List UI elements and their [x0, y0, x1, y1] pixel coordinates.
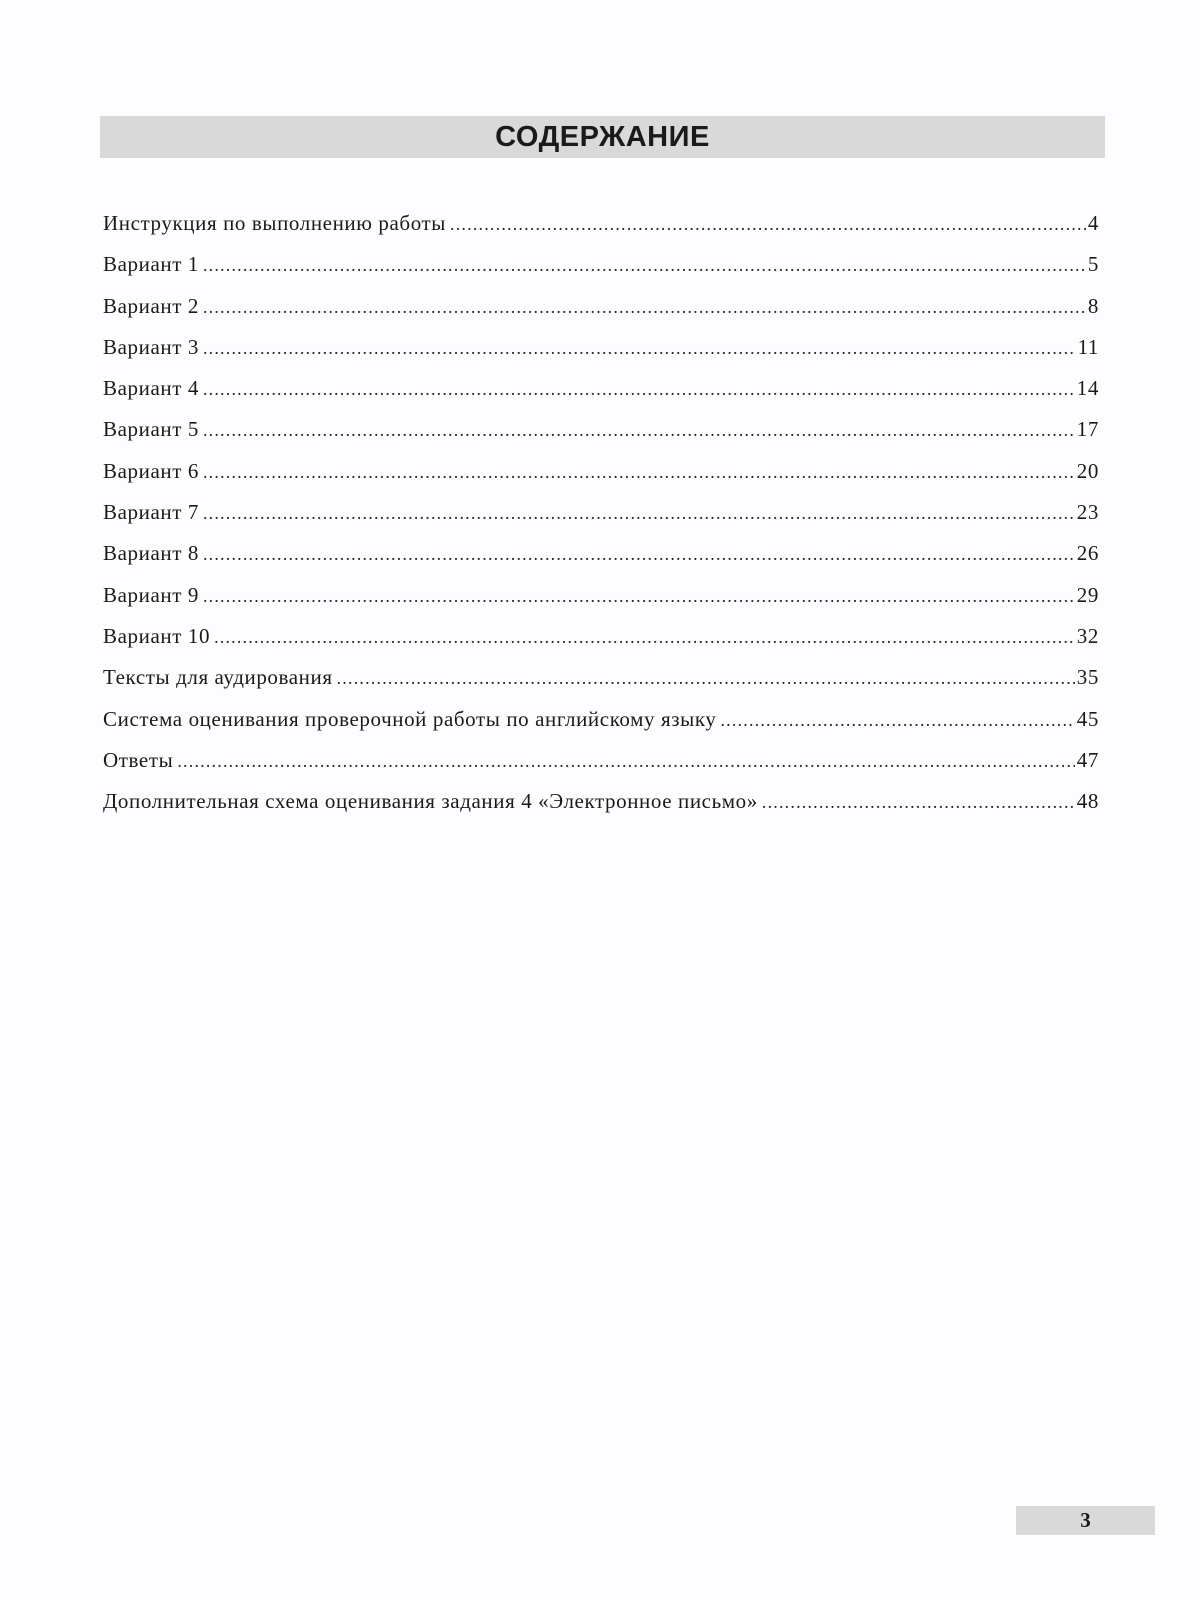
dot-leader: [450, 214, 1086, 235]
dot-leader: [720, 710, 1074, 731]
toc-entry[interactable]: [103, 748, 1099, 789]
toc-entry-label: Вариант 9: [103, 582, 199, 607]
toc-entry[interactable]: [103, 707, 1099, 748]
toc-entry-page: 29: [1076, 582, 1099, 607]
toc-entry-label: Тексты для аудирования: [103, 665, 333, 690]
toc-entry[interactable]: [103, 417, 1099, 458]
toc-entry-label: Вариант 8: [103, 541, 199, 566]
dot-leader: [762, 792, 1075, 813]
toc-entry-label: Инструкция по выполнению работы: [103, 211, 447, 235]
toc-entry-label: Система оценивания проверочной работы по английскому языку: [103, 706, 717, 731]
toc-entry-page: 26: [1076, 541, 1099, 566]
toc-entry[interactable]: [103, 583, 1099, 624]
toc-entry-label: Дополнительная схема оценивания задания 4 «Электронное письмо»: [103, 789, 758, 814]
toc-entry[interactable]: [103, 541, 1099, 582]
toc-entry-page: 45: [1076, 706, 1099, 731]
toc-entry[interactable]: [103, 252, 1099, 293]
toc-entry-page: 5: [1087, 252, 1099, 277]
dot-leader: [177, 751, 1074, 772]
table-of-contents: [103, 211, 1099, 830]
page-number: 3: [1080, 1508, 1091, 1532]
toc-entry-page: 4: [1087, 211, 1099, 235]
dot-leader: [203, 586, 1075, 607]
dot-leader: [203, 544, 1075, 565]
dot-leader: [203, 338, 1076, 359]
toc-entry[interactable]: [103, 500, 1099, 541]
dot-leader: [203, 379, 1075, 400]
toc-entry-page: 14: [1076, 376, 1099, 401]
toc-entry-label: Вариант 10: [103, 623, 211, 648]
toc-entry-label: Вариант 6: [103, 458, 199, 483]
toc-entry[interactable]: [103, 624, 1099, 665]
toc-entry[interactable]: [103, 211, 1099, 252]
toc-entry-label: Вариант 1: [103, 252, 199, 277]
dot-leader: [337, 668, 1075, 689]
toc-entry[interactable]: [103, 789, 1099, 830]
toc-entry-page: 48: [1076, 789, 1099, 814]
dot-leader: [203, 420, 1075, 441]
toc-entry-page: 23: [1076, 500, 1099, 525]
dot-leader: [203, 462, 1075, 483]
title-banner: [100, 116, 1105, 158]
page-number-tab: [1016, 1506, 1155, 1535]
toc-entry-page: 32: [1076, 623, 1099, 648]
dot-leader: [214, 627, 1075, 648]
toc-entry-label: Вариант 3: [103, 334, 199, 359]
toc-entry[interactable]: [103, 294, 1099, 335]
toc-entry-label: Вариант 7: [103, 500, 199, 525]
toc-entry[interactable]: [103, 335, 1099, 376]
toc-entry-label: Вариант 4: [103, 376, 199, 401]
dot-leader: [203, 255, 1086, 276]
page-title: СОДЕРЖАНИЕ: [495, 120, 710, 153]
toc-entry-label: Вариант 5: [103, 417, 199, 442]
toc-entry-page: 8: [1087, 293, 1099, 318]
toc-entry[interactable]: [103, 459, 1099, 500]
toc-entry-label: Ответы: [103, 747, 174, 772]
dot-leader: [203, 297, 1086, 318]
toc-entry[interactable]: [103, 665, 1099, 706]
toc-entry-page: 47: [1076, 747, 1099, 772]
toc-entry-page: 11: [1077, 334, 1099, 359]
dot-leader: [203, 503, 1075, 524]
toc-entry-label: Вариант 2: [103, 293, 199, 318]
toc-entry[interactable]: [103, 376, 1099, 417]
toc-entry-page: 17: [1076, 417, 1099, 442]
toc-entry-page: 35: [1076, 665, 1099, 690]
toc-entry-page: 20: [1076, 458, 1099, 483]
